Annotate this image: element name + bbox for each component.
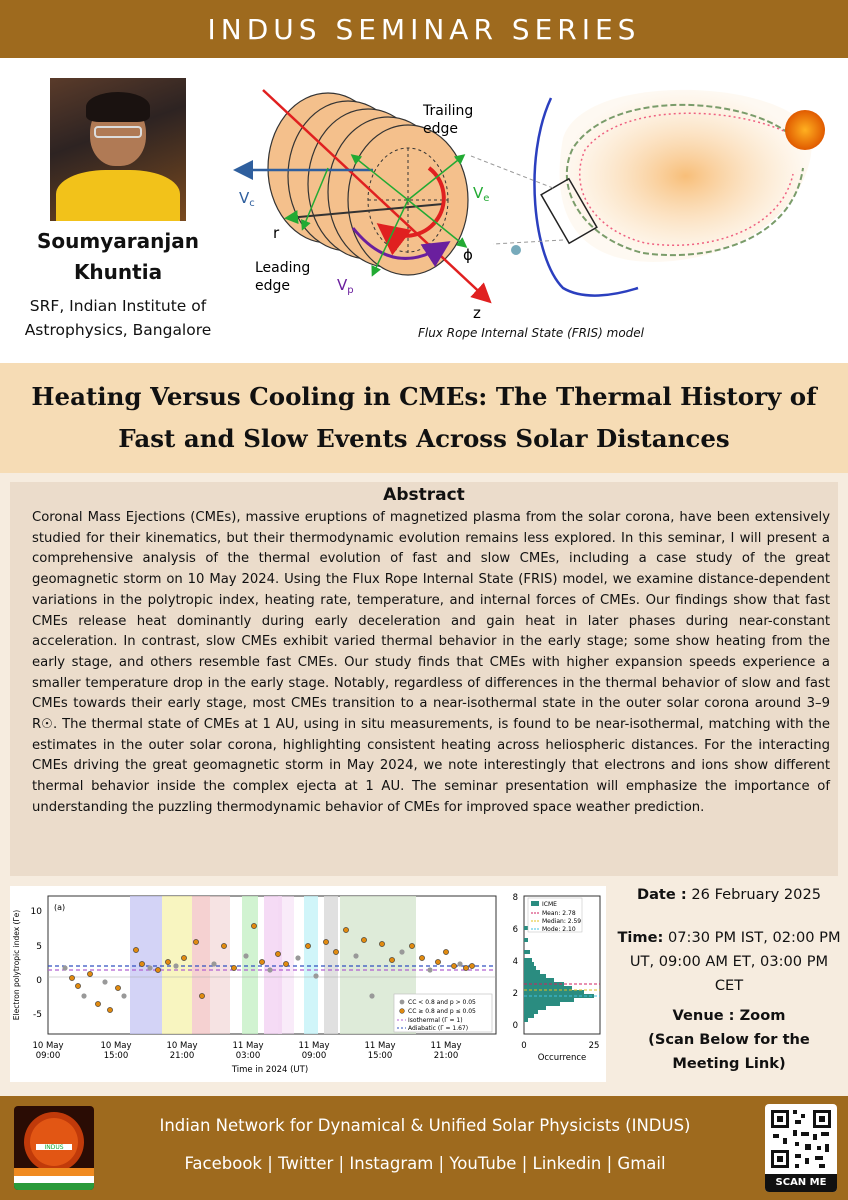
svg-text:0: 0 bbox=[512, 1021, 518, 1031]
series-title: INDUS SEMINAR SERIES bbox=[207, 12, 641, 46]
svg-text:8: 8 bbox=[512, 893, 518, 903]
svg-text:ϕ: ϕ bbox=[463, 246, 473, 264]
svg-text:10 May: 10 May bbox=[100, 1041, 132, 1051]
header-banner bbox=[0, 0, 848, 58]
polytropic-index-plot bbox=[10, 886, 606, 1082]
social-links[interactable]: Facebook | Twitter | Instagram | YouTube | Linkedin | Gmail bbox=[184, 1154, 666, 1173]
svg-text:edge: edge bbox=[255, 278, 290, 294]
speaker-name: Soumyaranjan Khuntia bbox=[37, 229, 199, 284]
svg-text:Occurrence: Occurrence bbox=[537, 1053, 587, 1063]
svg-text:Electron polytropic index (Γe): Electron polytropic index (Γe) bbox=[12, 909, 21, 1021]
talk-title-band bbox=[0, 363, 848, 473]
svg-text:10 May: 10 May bbox=[32, 1041, 64, 1051]
footer-banner bbox=[0, 1096, 848, 1200]
svg-text:ICME: ICME bbox=[542, 901, 557, 908]
svg-text:21:00: 21:00 bbox=[433, 1051, 459, 1061]
svg-text:25: 25 bbox=[588, 1041, 600, 1051]
speaker-section bbox=[0, 58, 848, 363]
svg-text:09:00: 09:00 bbox=[301, 1051, 327, 1061]
svg-text:10: 10 bbox=[30, 907, 42, 917]
svg-text:11 May: 11 May bbox=[430, 1041, 462, 1051]
svg-text:edge: edge bbox=[423, 121, 458, 137]
svg-text:15:00: 15:00 bbox=[103, 1051, 129, 1061]
event-time: Time: 07:30 PM IST, 02:00 PM UT, 09:00 AM ET, 03:00 PM CET bbox=[617, 929, 841, 994]
speaker-affiliation: SRF, Indian Institute of Astrophysics, Bangalore bbox=[24, 297, 212, 339]
svg-text:Isothermal (Γ = 1): Isothermal (Γ = 1) bbox=[408, 1017, 463, 1024]
svg-text:Median: 2.59: Median: 2.59 bbox=[542, 918, 582, 925]
svg-text:11 May: 11 May bbox=[364, 1041, 396, 1051]
event-info bbox=[616, 886, 842, 1076]
svg-text:6: 6 bbox=[512, 925, 518, 935]
svg-text:0: 0 bbox=[36, 976, 42, 986]
svg-text:INDUS: INDUS bbox=[44, 1144, 64, 1151]
svg-text:Trailing: Trailing bbox=[423, 103, 474, 119]
qr-code[interactable] bbox=[765, 1104, 837, 1192]
svg-text:r: r bbox=[273, 224, 280, 242]
svg-text:CC < 0.8 and p > 0.05: CC < 0.8 and p > 0.05 bbox=[408, 999, 476, 1006]
abstract-text: Coronal Mass Ejections (CMEs), massive eruptions of magnetized plasma from the solar corona, have been extensively studied for their kinematics, but their thermodynamic evolution remains less explored. In this seminar, I will present a comprehensive analysis of the thermal evolution of fast and slow CMEs, including a case study of the great geomagnetic storm on 10 May 2024. Using the Flux Rope Internal State (FRIS) model, we examine distance-dependent variations in the polytropic index, heating rate, temperature, and internal forces of CMEs. Our findings show that fast CMEs release heat dominantly during early deceleration and gain heat in later phases during near-constant acceleration. In contrast, slow CMEs exhibit varied thermal behavior in the early stage; some show heating from the early stage, and others resemble fast CMEs. Our study finds that CMEs with higher expansion speeds experience a smaller temperature drop in the early stage. Notably, regardless of differences in the thermal behavior of slow and fast CMEs towards their early stage, most CMEs transition to a near-isothermal state in the outer solar corona around 3–9 R☉. The thermal state of CMEs at 1 AU, using in situ measurements, is found to be near-isothermal, matching with the estimates in the outer solar corona, highlighting consistent heating across heliospheric distances. For the interacting CMEs driving the great geomagnetic storm in May 2024, we note interestingly that electrons and ions show different thermal behavior inside the complex ejecta at 1 AU. The seminar presentation will emphasize the importance of understanding the puzzling thermodynamic behavior of CMEs for improved space weather prediction. bbox=[32, 510, 830, 815]
svg-text:Vc: $V_c$ bbox=[239, 189, 255, 209]
svg-text:15:00: 15:00 bbox=[367, 1051, 393, 1061]
svg-text:Ve: $V_e$ bbox=[473, 184, 490, 204]
svg-text:Adiabatic (Γ = 1.67): Adiabatic (Γ = 1.67) bbox=[408, 1025, 469, 1032]
fris-diagram bbox=[233, 78, 829, 322]
abstract-box bbox=[10, 482, 838, 876]
svg-text:09:00: 09:00 bbox=[35, 1051, 61, 1061]
svg-text:CC ≥ 0.8 and p ≤ 0.05: CC ≥ 0.8 and p ≤ 0.05 bbox=[408, 1008, 476, 1015]
svg-text:2: 2 bbox=[512, 989, 518, 999]
svg-text:z: z bbox=[473, 304, 481, 322]
scan-me-label: SCAN ME bbox=[765, 1174, 837, 1192]
cme-loop-illustration bbox=[471, 90, 825, 296]
indus-logo bbox=[14, 1106, 94, 1190]
svg-text:11 May: 11 May bbox=[232, 1041, 264, 1051]
figure-caption: Flux Rope Internal State (FRIS) model bbox=[417, 326, 645, 340]
svg-text:Leading: Leading bbox=[255, 260, 311, 276]
svg-text:(a): (a) bbox=[54, 903, 66, 912]
svg-text:Mean: 2.78: Mean: 2.78 bbox=[542, 910, 576, 917]
talk-title-line1: Heating Versus Cooling in CMEs: The Thermal History of bbox=[31, 382, 817, 411]
svg-text:11 May: 11 May bbox=[298, 1041, 330, 1051]
svg-text:Time in 2024 (UT): Time in 2024 (UT) bbox=[231, 1065, 309, 1075]
svg-text:03:00: 03:00 bbox=[235, 1051, 261, 1061]
svg-text:0: 0 bbox=[521, 1041, 527, 1051]
svg-text:10 May: 10 May bbox=[166, 1041, 198, 1051]
svg-text:Mode: 2.10: Mode: 2.10 bbox=[542, 926, 576, 933]
svg-text:21:00: 21:00 bbox=[169, 1051, 195, 1061]
svg-text:-5: -5 bbox=[33, 1010, 42, 1020]
organization-name: Indian Network for Dynamical & Unified Solar Physicists (INDUS) bbox=[159, 1116, 691, 1135]
svg-text:Vp: $V_p$ bbox=[337, 276, 354, 296]
event-venue: Venue : Zoom (Scan Below for the Meeting Link) bbox=[648, 1007, 810, 1072]
abstract-heading: Abstract bbox=[383, 485, 465, 505]
speaker-photo bbox=[50, 78, 186, 221]
event-date: Date : 26 February 2025 bbox=[636, 886, 822, 903]
talk-title-line2: Fast and Slow Events Across Solar Distances bbox=[118, 424, 730, 453]
svg-text:5: 5 bbox=[36, 942, 42, 952]
svg-text:4: 4 bbox=[512, 957, 518, 967]
